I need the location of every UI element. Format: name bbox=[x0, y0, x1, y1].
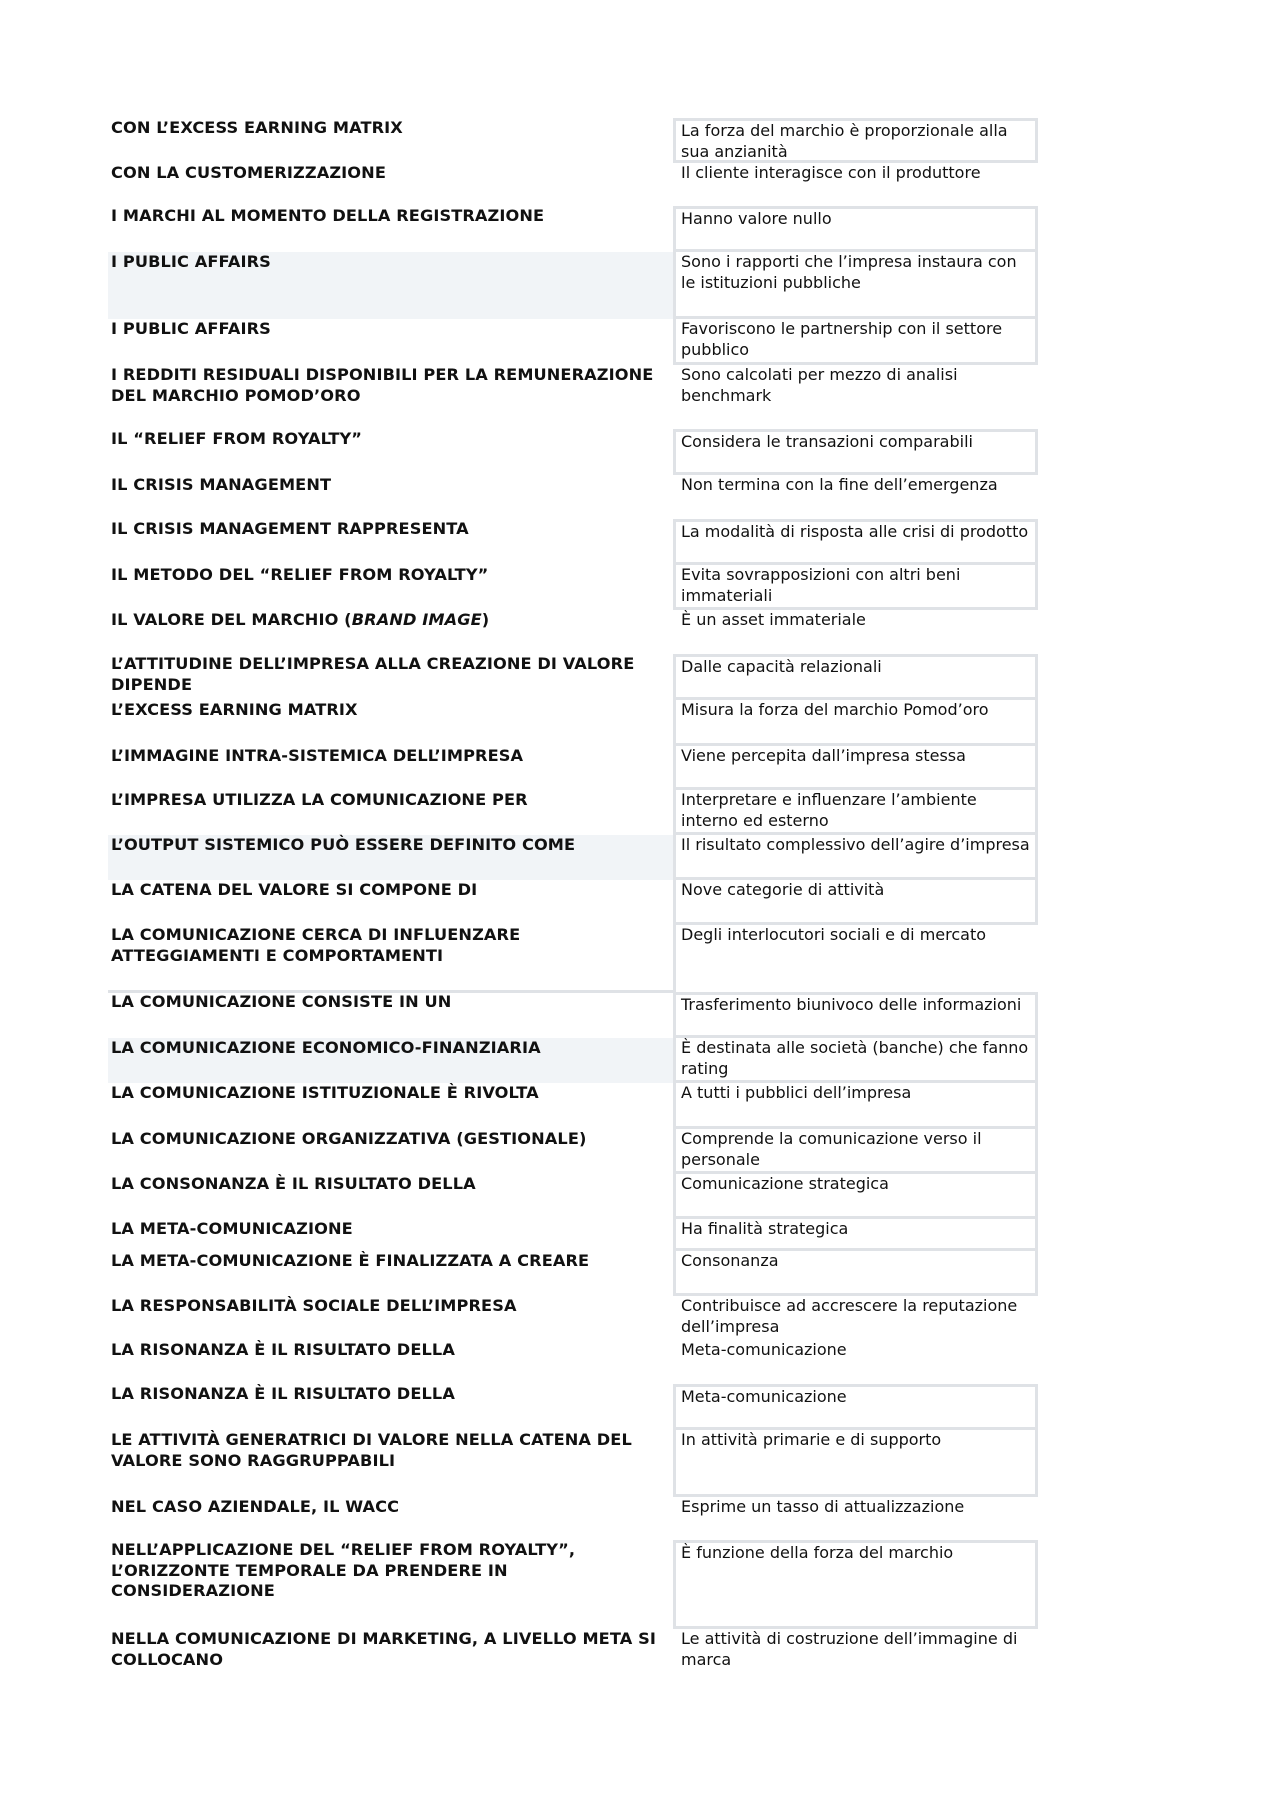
answer-text: La modalità di risposta alle crisi di prodotto bbox=[673, 519, 1038, 565]
qa-row bbox=[108, 118, 1038, 163]
qa-row bbox=[108, 925, 1038, 992]
qa-row bbox=[108, 992, 1038, 1038]
answer-text: A tutti i pubblici dell’impresa bbox=[673, 1083, 1038, 1129]
answer-text: Misura la forza del marchio Pomod’oro bbox=[673, 700, 1038, 746]
answer-text: Viene percepita dall’impresa stessa bbox=[673, 746, 1038, 790]
qa-row bbox=[108, 746, 1038, 790]
question-text: LA COMUNICAZIONE CERCA DI INFLUENZARE ATTEGGIAMENTI E COMPORTAMENTI bbox=[111, 925, 521, 965]
answer-text: Interpretare e influenzare l’ambiente interno ed esterno bbox=[673, 790, 1038, 835]
question-text: NELL’APPLICAZIONE DEL “RELIEF FROM ROYALTY”, L’ORIZZONTE TEMPORALE DA PRENDERE IN CONSIDERAZIONE bbox=[111, 1540, 576, 1600]
answer-text: Meta-comunicazione bbox=[673, 1384, 1038, 1430]
question-emphasis: BRAND IMAGE bbox=[351, 610, 482, 629]
answer-text: Consonanza bbox=[673, 1251, 1038, 1296]
question-text: LA COMUNICAZIONE ISTITUZIONALE È RIVOLTA bbox=[111, 1083, 539, 1102]
qa-row bbox=[108, 1384, 1038, 1430]
answer-text: Dalle capacità relazionali bbox=[673, 654, 1038, 700]
question-text: IL “RELIEF FROM ROYALTY” bbox=[111, 429, 363, 448]
question-text: LE ATTIVITÀ GENERATRICI DI VALORE NELLA CATENA DEL VALORE SONO RAGGRUPPABILI bbox=[111, 1430, 632, 1470]
answer-text: Contribuisce ad accrescere la reputazione dell’impresa bbox=[681, 1296, 1018, 1336]
answer-text: In attività primarie e di supporto bbox=[673, 1430, 1038, 1497]
qa-row bbox=[108, 1540, 1038, 1629]
question-text: CON LA CUSTOMERIZZAZIONE bbox=[111, 163, 386, 182]
question-text: I MARCHI AL MOMENTO DELLA REGISTRAZIONE bbox=[111, 206, 545, 225]
answer-text: È funzione della forza del marchio bbox=[673, 1540, 1038, 1629]
qa-row bbox=[108, 880, 1038, 925]
question-text: LA COMUNICAZIONE ECONOMICO-FINANZIARIA bbox=[111, 1038, 541, 1057]
qa-row bbox=[108, 1340, 1038, 1384]
qa-row bbox=[108, 163, 1038, 206]
answer-text: Nove categorie di attività bbox=[673, 880, 1038, 925]
qa-row bbox=[108, 475, 1038, 519]
qa-row bbox=[108, 1296, 1038, 1340]
qa-row bbox=[108, 1174, 1038, 1219]
qa-row bbox=[108, 365, 1038, 429]
answer-text: Hanno valore nullo bbox=[673, 206, 1038, 252]
question-text: IL CRISIS MANAGEMENT bbox=[111, 475, 332, 494]
answer-text: Trasferimento biunivoco delle informazioni bbox=[673, 992, 1038, 1038]
question-text: L’OUTPUT SISTEMICO PUÒ ESSERE DEFINITO COME bbox=[111, 835, 576, 854]
qa-row bbox=[108, 1497, 1038, 1540]
answer-text: Il risultato complessivo dell’agire d’impresa bbox=[673, 835, 1038, 880]
qa-row bbox=[108, 429, 1038, 475]
answer-text: Non termina con la fine dell’emergenza bbox=[681, 475, 998, 494]
question-text: NEL CASO AZIENDALE, IL WACC bbox=[111, 1497, 400, 1516]
qa-row bbox=[108, 835, 1038, 880]
question-text: IL METODO DEL “RELIEF FROM ROYALTY” bbox=[111, 565, 489, 584]
answer-text: Esprime un tasso di attualizzazione bbox=[681, 1497, 965, 1516]
qa-row bbox=[108, 206, 1038, 252]
question-text: I PUBLIC AFFAIRS bbox=[111, 319, 271, 338]
question-text: LA RISONANZA È IL RISULTATO DELLA bbox=[111, 1384, 455, 1403]
answer-text: È destinata alle società (banche) che fanno rating bbox=[673, 1038, 1038, 1083]
question-text: LA CATENA DEL VALORE SI COMPONE DI bbox=[111, 880, 478, 899]
qa-row bbox=[108, 1038, 1038, 1083]
qa-row bbox=[108, 1430, 1038, 1497]
qa-row bbox=[108, 1083, 1038, 1129]
answer-text: Le attività di costruzione dell’immagine di marca bbox=[681, 1629, 1018, 1669]
question-text: LA RESPONSABILITÀ SOCIALE DELL’IMPRESA bbox=[111, 1296, 517, 1315]
question-text: LA RISONANZA È IL RISULTATO DELLA bbox=[111, 1340, 455, 1359]
answer-text: Comunicazione strategica bbox=[673, 1174, 1038, 1219]
answer-text: Sono calcolati per mezzo di analisi benchmark bbox=[681, 365, 958, 405]
answer-text: Evita sovrapposizioni con altri beni immateriali bbox=[673, 565, 1038, 610]
qa-row bbox=[108, 654, 1038, 700]
question-text: I REDDITI RESIDUALI DISPONIBILI PER LA REMUNERAZIONE DEL MARCHIO POMOD’ORO bbox=[111, 365, 654, 405]
qa-row bbox=[108, 1629, 1038, 1677]
question-text: L’ATTITUDINE DELL’IMPRESA ALLA CREAZIONE DI VALORE DIPENDE bbox=[111, 654, 635, 694]
qa-row bbox=[108, 790, 1038, 835]
answer-text: Comprende la comunicazione verso il personale bbox=[673, 1129, 1038, 1174]
question-text: CON L’EXCESS EARNING MATRIX bbox=[111, 118, 403, 137]
question-text: L’EXCESS EARNING MATRIX bbox=[111, 700, 358, 719]
qa-row bbox=[108, 565, 1038, 610]
question-text: NELLA COMUNICAZIONE DI MARKETING, A LIVELLO META SI COLLOCANO bbox=[111, 1629, 656, 1669]
question-text: L’IMPRESA UTILIZZA LA COMUNICAZIONE PER bbox=[111, 790, 528, 809]
qa-row bbox=[108, 1219, 1038, 1251]
qa-row bbox=[108, 700, 1038, 746]
qa-row bbox=[108, 1251, 1038, 1296]
qa-row bbox=[108, 519, 1038, 565]
question-text: LA CONSONANZA È IL RISULTATO DELLA bbox=[111, 1174, 476, 1193]
qa-row bbox=[108, 1129, 1038, 1174]
answer-text: Degli interlocutori sociali e di mercato bbox=[673, 925, 1038, 992]
answer-text: Meta-comunicazione bbox=[681, 1340, 847, 1359]
answer-text: Sono i rapporti che l’impresa instaura con le istituzioni pubbliche bbox=[673, 252, 1038, 319]
question-text: LA META-COMUNICAZIONE bbox=[111, 1219, 353, 1238]
qa-row bbox=[108, 319, 1038, 365]
answer-text: È un asset immateriale bbox=[681, 610, 866, 629]
answer-text: La forza del marchio è proporzionale alla sua anzianità bbox=[673, 118, 1038, 163]
question-text: L’IMMAGINE INTRA-SISTEMICA DELL’IMPRESA bbox=[111, 746, 524, 765]
question-text: IL VALORE DEL MARCHIO (BRAND IMAGE) bbox=[111, 610, 490, 629]
answer-text: Il cliente interagisce con il produttore bbox=[681, 163, 981, 182]
question-text: IL CRISIS MANAGEMENT RAPPRESENTA bbox=[111, 519, 469, 538]
question-text: LA META-COMUNICAZIONE È FINALIZZATA A CREARE bbox=[111, 1251, 590, 1270]
question-text: LA COMUNICAZIONE CONSISTE IN UN bbox=[111, 992, 452, 1011]
qa-row bbox=[108, 252, 1038, 319]
question-text: I PUBLIC AFFAIRS bbox=[111, 252, 271, 271]
answer-text: Favoriscono le partnership con il settore pubblico bbox=[673, 319, 1038, 365]
answer-text: Ha finalità strategica bbox=[673, 1219, 1038, 1251]
question-text: LA COMUNICAZIONE ORGANIZZATIVA (GESTIONALE) bbox=[111, 1129, 587, 1148]
answer-text: Considera le transazioni comparabili bbox=[673, 429, 1038, 475]
qa-row bbox=[108, 610, 1038, 654]
